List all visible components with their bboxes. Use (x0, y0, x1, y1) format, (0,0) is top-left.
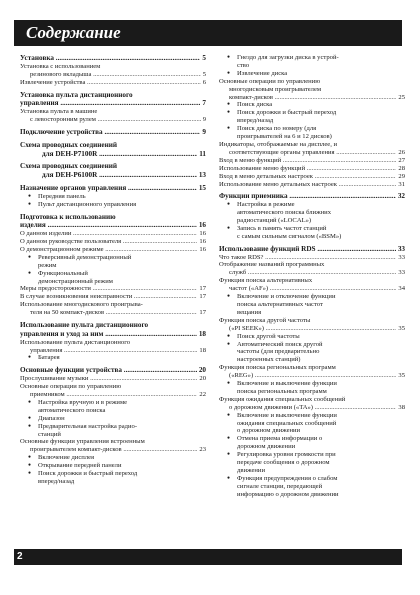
toc-entry (219, 201, 405, 209)
toc-entry-text: вещания (237, 308, 262, 316)
toc-entry-text: Функция поиска региональных программ (219, 364, 336, 372)
toc-entry (219, 420, 405, 428)
toc-entry (20, 262, 206, 270)
toc-entry (219, 225, 405, 233)
toc-page-number: 28 (398, 164, 405, 172)
toc-entry-text: Пульт дистанционного управления (38, 200, 137, 208)
toc-page-number: 5 (202, 70, 206, 78)
toc-entry-text: Использование пульта дистанционного (20, 338, 131, 346)
toc-entry-text: Что такое RDS? ..... (219, 254, 405, 261)
toc-entry-text: Схема проводных соединений (20, 162, 117, 171)
toc-page-number: 38 (398, 403, 405, 411)
toc-entry-text: Вход в меню детальных настроек ..... (219, 173, 405, 180)
toc-entry-text: Открывание передней панели (38, 462, 122, 470)
toc-entry-text: вперед/назад (38, 477, 75, 485)
page-title: Содержание (26, 23, 121, 42)
toc-entry (219, 333, 405, 341)
toc-entry-text: Извлечение диска (237, 69, 288, 77)
toc-entry-text: Индикаторы, отображаемые на дисплее, и (219, 140, 338, 148)
toc-entry (20, 478, 206, 486)
toc-entry (219, 285, 405, 293)
toc-entry (219, 404, 405, 412)
toc-page-number: 22 (199, 391, 206, 398)
toc-entry-text: режим (38, 261, 57, 269)
toc-entry-text: ожидания специальных сообщений (237, 419, 337, 427)
toc-entry (219, 309, 405, 317)
toc-entry (219, 181, 405, 189)
toc-entry-text: Вход в меню функций ..... (219, 157, 405, 164)
toc-entry-text: Установка с использованием (20, 62, 101, 70)
toc-entry (20, 391, 206, 399)
toc-entry (219, 141, 405, 149)
toc-left-column (20, 54, 206, 486)
toc-entry (219, 317, 405, 325)
toc-entry-text: станций (38, 430, 61, 438)
toc-entry-text: Схема проводных соединений (20, 140, 117, 149)
toc-entry-text: теля на 50 компакт-дисков ..... (30, 309, 206, 316)
toc-entry-text: О данном руководстве пользователя ..... (20, 238, 206, 245)
toc-entry (20, 470, 206, 478)
toc-entry (219, 301, 405, 309)
toc-page-number: 18 (199, 346, 206, 354)
toc-entry-text: резинового вкладыша ..... (30, 71, 206, 78)
toc-page-number: 33 (398, 253, 405, 261)
toc-entry (219, 157, 405, 165)
toc-entry-text: Отображение названий программных (219, 261, 325, 269)
toc-entry (219, 348, 405, 356)
toc-page-number: 35 (398, 324, 405, 332)
toc-page-number: 16 (198, 221, 206, 230)
toc-entry-text: о дорожном движении («TA») ..... (229, 404, 405, 411)
toc-entry (219, 483, 405, 491)
toc-entry-text: Поиск диска (237, 101, 273, 109)
toc-entry (20, 270, 206, 278)
toc-page-number: 18 (198, 329, 206, 338)
toc-page-number: 20 (199, 375, 206, 383)
toc-entry (219, 217, 405, 225)
toc-entry-text: автоматического поиска ближних (237, 209, 331, 217)
toc-entry (219, 125, 405, 133)
toc-page-number: 27 (398, 156, 405, 164)
toc-entry (20, 347, 206, 355)
toc-entry (219, 364, 405, 372)
toc-page-number: 7 (202, 99, 206, 108)
toc-entry-text: Поиск дорожки и быстрый переход (38, 470, 138, 478)
toc-entry (20, 431, 206, 439)
toc-page-number: 29 (398, 172, 405, 180)
toc-entry (219, 435, 405, 443)
toc-entry (20, 230, 206, 238)
toc-entry (219, 109, 405, 117)
toc-entry-text: сигнале станции, передающей (237, 482, 323, 490)
toc-entry-text: Меры предосторожности ..... (20, 285, 206, 292)
toc-entry (219, 261, 405, 269)
toc-entry-text: («PI SEEK») ..... (229, 325, 405, 332)
toc-entry (219, 54, 405, 62)
toc-entry (20, 201, 206, 209)
toc-entry-text: для DEH-P7100R ..... (42, 150, 206, 158)
toc-entry (20, 383, 206, 391)
toc-entry-text: приемником ..... (30, 391, 206, 398)
toc-entry-text: автоматического поиска (38, 406, 106, 414)
toc-entry (219, 459, 405, 467)
toc-entry-text: Функция предупреждения о слабом (237, 474, 338, 482)
page-number: 2 (17, 551, 23, 562)
toc-page-number: 9 (202, 127, 206, 136)
toc-entry-text: частоты (для предварительно (237, 348, 320, 356)
toc-entry-text: Функция поиска другой частоты (219, 316, 311, 324)
toc-entry (219, 233, 405, 241)
toc-entry (219, 117, 405, 125)
toc-entry (20, 79, 206, 87)
toc-entry-text: дорожном движении (237, 443, 296, 451)
toc-entry-text: для DEH-P6100R ..... (42, 171, 206, 179)
toc-right-column (219, 54, 405, 499)
toc-entry-text: частот («AF») ..... (229, 285, 405, 292)
toc-entry-text: Подключение устройства ..... (20, 128, 206, 136)
toc-entry-text: Реверсивный демонстрационный (38, 253, 132, 261)
toc-entry-text: управления и уход за ним ..... (20, 330, 206, 338)
toc-page-number: 33 (398, 269, 405, 277)
toc-entry (20, 366, 206, 375)
toc-entry (20, 375, 206, 383)
toc-entry-text: Отмена приема информации о (237, 435, 323, 443)
toc-page-number: 26 (398, 148, 405, 156)
toc-entry-text: Настройка в режиме (237, 201, 295, 209)
toc-entry (219, 325, 405, 333)
toc-entry-text: Функциональный (38, 269, 88, 277)
toc-entry (219, 62, 405, 70)
toc-entry-text: поиска альтернативных частот (237, 300, 323, 308)
toc-entry (20, 108, 206, 116)
toc-entry (219, 70, 405, 78)
toc-entry (219, 380, 405, 388)
toc-page-number: 5 (202, 54, 206, 62)
toc-entry-text: служб ..... (229, 269, 405, 276)
toc-page-number: 32 (397, 192, 405, 201)
toc-entry-text: с самым сильным сигналом («BSM») (237, 232, 342, 240)
toc-entry-text: Включение и отключение функции (237, 293, 336, 301)
toc-entry (20, 301, 206, 309)
toc-entry (20, 193, 206, 201)
toc-page-number: 31 (398, 180, 405, 188)
toc-entry-text: Гнездо для загрузки диска в устрой- (237, 54, 339, 61)
toc-entry (20, 438, 206, 446)
toc-page-number: 17 (199, 293, 206, 301)
toc-entry-text: Установка ..... (20, 54, 206, 62)
toc-entry-text: Прослушивание музыки ..... (20, 375, 206, 382)
footer-bar (14, 549, 402, 565)
toc-entry (20, 54, 206, 63)
toc-entry-text: В случае возникновения неисправности ..... (20, 293, 206, 300)
toc-entry (219, 94, 405, 102)
toc-entry (20, 128, 206, 137)
toc-entry (219, 254, 405, 262)
toc-entry-text: Функция поиска альтернативных (219, 277, 313, 285)
toc-entry-text: Включение дисплея (38, 454, 95, 462)
toc-entry-text: Поиск другой частоты (237, 332, 300, 340)
toc-entry (219, 78, 405, 86)
toc-entry (219, 133, 405, 141)
toc-entry-text: О демонстрационном режиме ..... (20, 246, 206, 253)
toc-entry-text: демонстрационный режим (38, 277, 113, 285)
toc-page-number: 15 (198, 183, 206, 192)
toc-entry (20, 446, 206, 454)
toc-entry (219, 491, 405, 499)
toc-entry-text: многодисковым проигрывателем (229, 85, 322, 93)
toc-entry-text: управления ..... (30, 347, 206, 354)
toc-entry (219, 475, 405, 483)
toc-entry-text: («REG») ..... (229, 372, 405, 379)
toc-page-number: 11 (199, 149, 206, 158)
toc-page-number: 16 (199, 245, 206, 253)
toc-entry (20, 285, 206, 293)
toc-entry (20, 162, 206, 171)
toc-entry (20, 354, 206, 362)
toc-entry-text: Автоматический поиск другой (237, 340, 323, 348)
toc-entry (20, 407, 206, 415)
toc-entry (219, 443, 405, 451)
toc-entry-text: информацию о дорожном движении (237, 490, 339, 498)
toc-entry-text: управления ..... (20, 99, 206, 107)
toc-entry (219, 165, 405, 173)
toc-entry (219, 356, 405, 364)
toc-entry-text: изделия ..... (20, 221, 206, 229)
toc-entry-text: Использование пульта дистанционного (20, 321, 149, 330)
toc-page-number: 35 (398, 372, 405, 380)
toc-entry (219, 372, 405, 380)
toc-entry (20, 423, 206, 431)
toc-entry-text: Запись в память частот станций (237, 224, 327, 232)
toc-entry (20, 330, 206, 339)
toc-entry-text: Функция ожидания специальных сообщений (219, 395, 346, 403)
toc-entry-text: ство (237, 61, 250, 69)
toc-entry-text: Диапазон (38, 414, 65, 422)
toc-entry-text: Включение и выключение функции (237, 411, 337, 419)
toc-entry (219, 396, 405, 404)
toc-entry (20, 99, 206, 108)
toc-page-number: 23 (199, 446, 206, 454)
toc-page-number: 33 (397, 244, 405, 253)
toc-entry (219, 192, 405, 201)
toc-entry-text: Основные функции управления встроенным (20, 438, 145, 446)
toc-entry (219, 101, 405, 109)
toc-entry (20, 238, 206, 246)
toc-entry-text: Использование многодискового проигрыва- (20, 301, 143, 309)
toc-entry-text: настроенных станций) (237, 356, 301, 364)
toc-page-number: 34 (398, 285, 405, 293)
toc-entry-text: Подготовка к использованию (20, 212, 116, 221)
toc-entry-text: Установка пульта в машине (20, 108, 98, 116)
toc-entry-text: радиостанций («LOCAL») (237, 217, 312, 225)
toc-entry (219, 388, 405, 396)
toc-entry (20, 184, 206, 193)
toc-entry-text: О данном изделии ..... (20, 230, 206, 237)
toc-entry-text: движении (237, 467, 265, 474)
toc-page-number: 25 (398, 93, 405, 101)
toc-entry (20, 91, 206, 100)
toc-entry-text: Регулировка уровня громкости при (237, 451, 336, 459)
toc-entry-text: Использование меню детальных настроек ..... (219, 181, 405, 188)
toc-entry-text: Использование функций RDS ..... (219, 245, 405, 253)
toc-entry (219, 149, 405, 157)
toc-page-number: 13 (198, 171, 206, 180)
toc-entry-text: Функции приемника ..... (219, 192, 405, 200)
toc-page-number: 6 (202, 78, 206, 86)
toc-entry (20, 321, 206, 330)
toc-entry (20, 339, 206, 347)
toc-entry (20, 462, 206, 470)
toc-entry (219, 467, 405, 475)
toc-entry-text: Использование меню функций ..... (219, 165, 405, 172)
toc-entry (219, 269, 405, 277)
toc-entry (20, 141, 206, 150)
toc-entry (219, 451, 405, 459)
toc-page-number: 16 (199, 230, 206, 238)
toc-entry-text: вперед/назад (237, 117, 274, 125)
toc-entry (20, 399, 206, 407)
toc-entry-text: Поиск диска по номеру (для (237, 125, 317, 133)
toc-page-number: 17 (199, 309, 206, 317)
toc-entry-text: Назначение органов управления ..... (20, 184, 206, 192)
toc-entry-text: с левосторонним рулем ..... (30, 116, 206, 123)
toc-entry (219, 341, 405, 349)
toc-entry-text: Батарея (38, 354, 60, 362)
toc-entry (219, 86, 405, 94)
toc-entry-text: Основные функции устройства ..... (20, 366, 206, 374)
toc-entry-text: поиска региональных программ (237, 387, 327, 395)
toc-entry (219, 412, 405, 420)
toc-entry-text: Включение и выключение функции (237, 380, 337, 388)
toc-entry-text: соответствующие органы управления ..... (229, 149, 405, 156)
toc-entry (219, 209, 405, 217)
toc-entry-text: Передняя панель (38, 192, 86, 200)
toc-entry-text: проигрывателей на 6 и 12 дисков) (237, 133, 332, 141)
toc-entry-text: Установка пульта дистанционного (20, 90, 133, 99)
toc-page-number: 16 (199, 238, 206, 246)
toc-entry (20, 454, 206, 462)
toc-entry (219, 293, 405, 301)
toc-entry (219, 277, 405, 285)
toc-entry-text: Основные операции по управлению (20, 383, 122, 391)
toc-entry-text: Извлечение устройства ..... (20, 79, 206, 86)
toc-entry (20, 71, 206, 79)
toc-entry (20, 171, 206, 180)
toc-page-number: 17 (199, 285, 206, 293)
header-bar (14, 20, 402, 46)
toc-entry (20, 309, 206, 317)
toc-entry (20, 254, 206, 262)
toc-entry (20, 221, 206, 230)
toc-entry-text: компакт-дисков ..... (229, 94, 405, 101)
toc-entry (20, 415, 206, 423)
toc-entry (20, 150, 206, 159)
toc-entry (20, 293, 206, 301)
toc-entry-text: Предварительная настройка радио- (38, 422, 138, 430)
toc-entry (20, 246, 206, 254)
toc-entry (219, 173, 405, 181)
toc-entry (20, 116, 206, 124)
toc-page-number: 20 (198, 366, 206, 375)
toc-entry-text: передаче сообщения о дорожном (237, 459, 330, 467)
toc-entry-text: Настройка вручную и в режиме (38, 398, 128, 406)
toc-entry-text: Основные операции по управлению (219, 77, 321, 85)
toc-entry-text: проигрывателем компакт-дисков ..... (30, 446, 206, 453)
toc-entry-text: о дорожном движении (237, 427, 301, 435)
toc-entry-text: Поиск дорожки и быстрый переход (237, 109, 337, 117)
toc-entry (20, 278, 206, 286)
toc-page-number: 9 (202, 116, 206, 124)
toc-entry (20, 213, 206, 222)
toc-entry (219, 245, 405, 254)
toc-entry (20, 63, 206, 71)
toc-entry (219, 427, 405, 435)
